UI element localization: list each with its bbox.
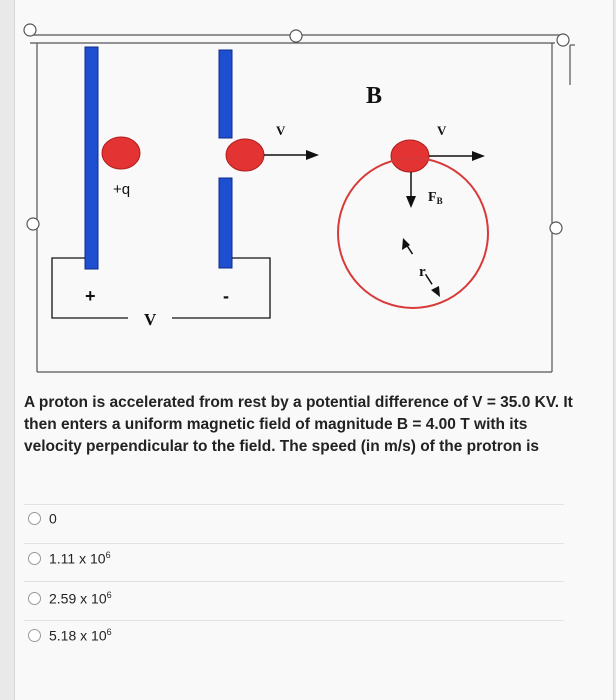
answer-option-1[interactable] <box>28 500 548 536</box>
magnetic-field-label: B <box>366 83 383 109</box>
figure-frame <box>24 24 575 372</box>
velocity-arrow-2 <box>429 151 485 161</box>
answer-option-2[interactable] <box>28 540 548 576</box>
answer-option-4[interactable] <box>28 617 548 653</box>
radio-circle-icon[interactable] <box>28 552 41 565</box>
force-label-main: F <box>428 190 437 205</box>
voltage-label: V <box>144 310 157 329</box>
velocity-label-1: V <box>276 123 286 138</box>
left-plate <box>85 47 98 269</box>
radius-label: r <box>419 264 426 280</box>
force-label <box>428 190 443 206</box>
proton-in-field <box>391 140 429 172</box>
force-label-subscript: B <box>436 196 443 206</box>
minus-terminal-label: - <box>223 286 229 306</box>
proton-at-rest <box>102 137 140 169</box>
question-text: A proton is accelerated from rest by a potential difference of V = 35.0 KV. It then enters a uniform magnetic field of magnitude B = 4.00 T with its velocity perpendicular to the field. The speed (in m/s) of the protron is <box>24 394 573 455</box>
radio-circle-icon[interactable] <box>28 512 41 525</box>
charge-label: +q <box>113 181 131 198</box>
circular-path <box>338 158 488 308</box>
answer-option-3[interactable] <box>28 580 548 616</box>
option-label: 5.18 x $10^6$ <box>49 626 112 644</box>
option-label: 1.11 x $10^6$ <box>49 549 111 567</box>
plus-terminal-label: + <box>85 286 96 306</box>
velocity-arrow-1 <box>264 150 319 160</box>
right-plate-top <box>219 50 232 138</box>
right-plate-bottom <box>219 178 232 268</box>
proton-exit <box>226 139 264 171</box>
radio-circle-icon[interactable] <box>28 629 41 642</box>
option-label: 0 <box>49 510 57 527</box>
option-label: 2.59 x $10^6$ <box>49 589 112 607</box>
velocity-label-2: V <box>437 123 447 138</box>
radio-circle-icon[interactable] <box>28 592 41 605</box>
force-arrow <box>406 172 416 208</box>
